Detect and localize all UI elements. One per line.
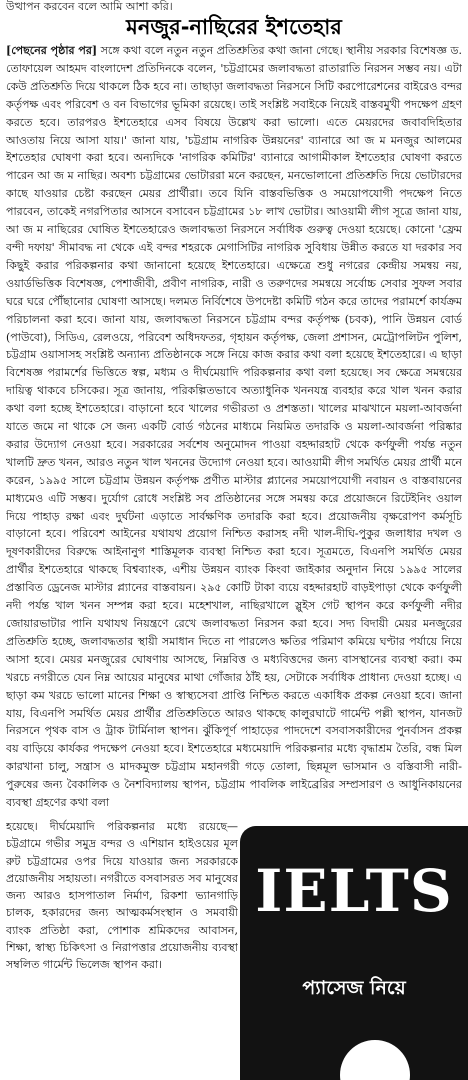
article-paragraph bbox=[6, 42, 462, 812]
ad-circle-graphic bbox=[340, 1040, 410, 1080]
continued-from-marker: [পেছনের পৃষ্ঠার পর] bbox=[6, 44, 98, 57]
ielts-advertisement[interactable] bbox=[240, 826, 468, 1080]
article-text: সঙ্গে কথা বলে নতুন নতুন প্রতিশ্রুতির কথা জানা গেছে। স্থানীয় সরকার বিশেষজ্ঞ ড. তোফায়েল আহমদ বাংলাদেশ প্রতিদিনকে বলেন, 'চট্টগ্রামের জলাবদ্ধতা রাতারাতি নিরসন সম্ভব নয়। এটা কেউ প্রতিশ্রুতি দিয়ে থাকলে ঠিক হবে না। তাছাড়া জলাবদ্ধতা নিরসনে সিটি করপোরেশনের বাইরেও বন্দর কর্তৃপক্ষ এবং পরিবেশ ও বন বিভাগের ভূমিকা রয়েছে। তাই সংশ্লিষ্ট সবাইকে নিয়েই বাস্তবমুখী পদক্ষেপ গ্রহণ করতে হবে। তারপরও ইশতেহারে এসব বিষয়ে উল্লেখ করা ভালো। এতে মেয়রদের জবাবদিহিতার আওতায় নিয়ে আসা যায়।' জানা যায়, 'চট্টগ্রাম নাগরিক উন্নয়নের' ব্যানারে আ জ ম মনজুর আলমের ইশতেহার ঘোষণা করা হবে। অন্যদিকে 'নাগরিক কমিটির' ব্যানারে আগামীকাল ইশতেহার ঘোষণা করতে পারেন আ জ ম নাছির। অবশ্য চট্টগ্রামের ভোটাররা মনে করছেন, মনভোলানো প্রতিশ্রুতি দিয়ে ভোটারদের কাছে যাওয়ার চেষ্টা করছেন মেয়র প্রার্থীরা। তবে যিনি বাস্তবভিত্তিক ও সময়োপযোগী পদক্ষেপ নিতে পারবেন, তাকেই নগরপিতার আসনে বসাবেন চট্টগ্রামের ১৮ লাখ ভোটার। আওয়ামী লীগ সূত্রে জানা যায়, আ জ ম নাছিরের ঘোষিত ইশতেহারেও জলাবদ্ধতা নিরসনে সর্বাধিক গুরুত্ব দেওয়া হয়েছে। কোনো 'ফ্রেম বন্দী দফায়' সীমাবদ্ধ না থেকে এই বন্দর শহরকে মেগাসিটির নাগরিক সুবিধায় উন্নীত করতে যা দরকার সব কিছুই করার পরিকল্পনার কথা জানানো হয়েছে ইশতেহারে। এক্ষেত্রে শুধু নগরের কেন্দ্রীয় সমন্বয় নয়, ওয়ার্ডভিত্তিক বিশেষজ্ঞ, পেশাজীবী, প্রবীণ নাগরিক, নারী ও তরুণদের সমন্বয়ে সর্বোচ্চ সেবার সুফল সবার ঘরে ঘরে পৌঁছানোর ঘোষণা আসছে। দলমত নির্বিশেষে উপদেষ্টা কমিটি গঠন করে তাদের পরামর্শে কার্যক্রম পরিচালনা করা হবে। জানা যায়, জলাবদ্ধতা নিরসনে চট্টগ্রাম বন্দর কর্তৃপক্ষ (চবক), পানি উন্নয়ন বোর্ড (পাউবো), সিডিএ, রেলওয়ে, পরিবেশ অধিদফতর, গৃহায়ন কর্তৃপক্ষ, জেলা প্রশাসন, মেট্রোপলিটন পুলিশ, চট্টগ্রাম ওয়াসাসহ সংশ্লিষ্ট অন্যান্য প্রতিষ্ঠানকে সঙ্গে নিয়ে কাজ করার কথা বলা হয়েছে ইশতেহারে। এ ছাড়া বিশেষজ্ঞ পরামর্শের ভিত্তিতে স্বল্প, মধ্যম ও দীর্ঘমেয়াদি পরিকল্পনার কথা বলা হয়েছে। সব ক্ষেত্রে সমন্বয়ের দায়িত্ব থাকবে চসিকের। সূত্র জানায়, পরিকল্পিতভাবে অত্যাধুনিক খননযন্ত্র ব্যবহার করে খাল খনন করার কথা বলা হচ্ছে ইশতেহারে। বাড়ানো হবে খালের গভীরতা ও প্রশস্ততা। খালের মাঝখানে ময়লা-আবর্জনা যাতে জমে না থাকে সে জন্য একটি বোর্ড গঠনের মাধ্যমে নিয়মিত তদারকি ও ময়লা-আবর্জনা পরিষ্কার করার উদ্যোগ নেওয়া হবে। সরকারের সর্বশেষ অনুমোদন পাওয়া বহদ্দারহাট থেকে কর্ণফুলী পর্যন্ত নতুন খালটি দ্রুত খনন, আরও নতুন খাল খননের উদ্যোগ নেওয়া হবে। আওয়ামী লীগ সমর্থিত মেয়র প্রার্থী মনে করেন, ১৯৯৫ সালে চট্টগ্রাম উন্নয়ন কর্তৃপক্ষ প্রণীত মাস্টার প্ল্যানের সময়োপযোগী নবায়ন ও বাস্তবায়নের মাধ্যমেও এটি সম্ভব। দুর্যোগ রোধে সংশ্লিষ্ট সব প্রতিষ্ঠানের সঙ্গে সমন্বয় করে প্রয়োজনে রিটেইনিং ওয়াল দিয়ে পাহাড় রক্ষা এবং দুর্ঘটনা এড়াতে সার্বক্ষণিক তদারকি করা হবে। প্রয়োজনীয় বৃক্ষরোপণ কর্মসূচি বাড়ানো হবে। পরিবেশ আইনের যথাযথ প্রয়োগ নিশ্চিত করাসহ নদী খাল-দীঘি-পুকুর জলাধার দখল ও দূষণকারীদের বিরুদ্ধে আইনানুগ শাস্তিমূলক ব্যবস্থা নিশ্চিত করা হবে। সূত্রমতে, বিএনপি সমর্থিত মেয়র প্রার্থীর ইশতেহারে থাকছে বিশ্বব্যাংক, এশীয় উন্নয়ন ব্যাংক কিংবা জাইকার অনুদান নিয়ে ১৯৯৫ সালের প্রস্তাবিত ড্রেনেজ মাস্টার প্ল্যানের বাস্তবায়ন। ২৯৫ কোটি টাকা ব্যয়ে বহদ্দারহাট বাড়ইপাড়া থেকে কর্ণফুলী নদী পর্যন্ত খাল খনন সম্পন্ন করা হবে। মহেশখাল, নাছিরখালে স্লুইস গেট স্থাপন করে কর্ণফুলী নদীর জোয়ারভাটার পানি যথাযথ নিয়ন্ত্রণে রেখে জলাবদ্ধতা নিরসন করা হবে। সদ্য বিদায়ী মেয়র মনজুরের প্রতিশ্রুতি হচ্ছে, জলাবদ্ধতার স্থায়ী সমাধান দিতে না পারলেও ক্ষতির পরিমাণ কমিয়ে ঘণ্টার পর্যায়ে নিয়ে আসা হবে। মেয়র মনজুরের ঘোষণায় আসছে, নিম্নবিত্ত ও মধ্যবিত্তদের জন্য বাসস্থানের ব্যবস্থা করা। কম খরচে নগরীতে যেন নিম্ন আয়ের মানুষের মাথা গোঁজার ঠাঁই হয়, সেটাকে সর্বাধিক প্রাধান্য দেওয়া হচ্ছে। এ ছাড়া কম খরচে ভালো মানের শিক্ষা ও স্বাস্থ্যসেবা প্রাপ্তি নিশ্চিত করতে একাধিক প্রকল্প নেওয়া হবে। জানা যায়, বিএনপি সমর্থিত মেয়র প্রার্থীর প্রতিশ্রুতিতে আরও থাকছে কালুরঘাটে গার্মেন্ট পল্লী স্থাপন, যানজট নিরসনে পৃথক বাস ও ট্রাক টার্মিনাল স্থাপন। ঝুঁকিপূর্ণ পাহাড়ের পাদদেশে বসবাসকারীদের পুনর্বাসন প্রকল্প বয় বাড়িয়ে কার্যকর পদক্ষেপ নেওয়া হবে। ইশতেহারে মধ্যমেয়াদি পরিকল্পনার মধ্যে বৃদ্ধাশ্রম তৈরি, বন্ধ মিল কারখানা চালু, সন্ত্রাস ও মাদকমুক্ত চট্টগ্রাম মহানগরী গড়ে তোলা, ছিন্নমূল ভাসমান ও বস্তিবাসী নারী-পুরুষের জন্য বৈকালিক ও নৈশবিদ্যালয় স্থাপন, চট্টগ্রাম পাবলিক লাইব্রেরির সম্প্রসারণ ও আধুনিকায়নের ব্যবস্থা গ্রহণের কথা বলা bbox=[6, 44, 462, 810]
ad-subtitle: প্যাসেজ নিয়ে bbox=[302, 977, 406, 999]
ad-title: IELTS bbox=[255, 857, 453, 925]
article-paragraph-end: হয়েছে। দীর্ঘমেয়াদি পরিকল্পনার মধ্যে রয়েছে— চট্টগ্রামে গভীর সমুদ্র বন্দর ও এশিয়ান হাইওয়ের মূল রুট চট্টগ্রামের ওপর দিয়ে যাওয়ার জন্য সরকারকে প্রয়োজনীয় সহায়তা। নগরীতে বসবাসরত সব মানুষের জন্য আরও হাসপাতাল নির্মাণ, রিকশা ভ্যানগাড়ি চালক, হকারদের জন্য আত্মকর্মসংস্থান ও সমবায়ী ব্যাংক প্রতিষ্ঠা করা, পোশাক শ্রমিকদের আবাসন, শিক্ষা, স্বাস্থ্য চিকিৎসা ও নিরাপত্তার প্রয়োজনীয় ব্যবস্থা সম্বলিত গার্মেন্ট ভিলেজ স্থাপন করা। bbox=[6, 820, 238, 972]
previous-article-tail: উত্থাপন করবেন বলে আমি আশা করি। bbox=[6, 0, 173, 13]
article-body-continued bbox=[6, 818, 238, 1080]
article-body bbox=[6, 42, 462, 817]
article-headline: মনজুর-নাছিরের ইশতেহার bbox=[126, 15, 342, 39]
